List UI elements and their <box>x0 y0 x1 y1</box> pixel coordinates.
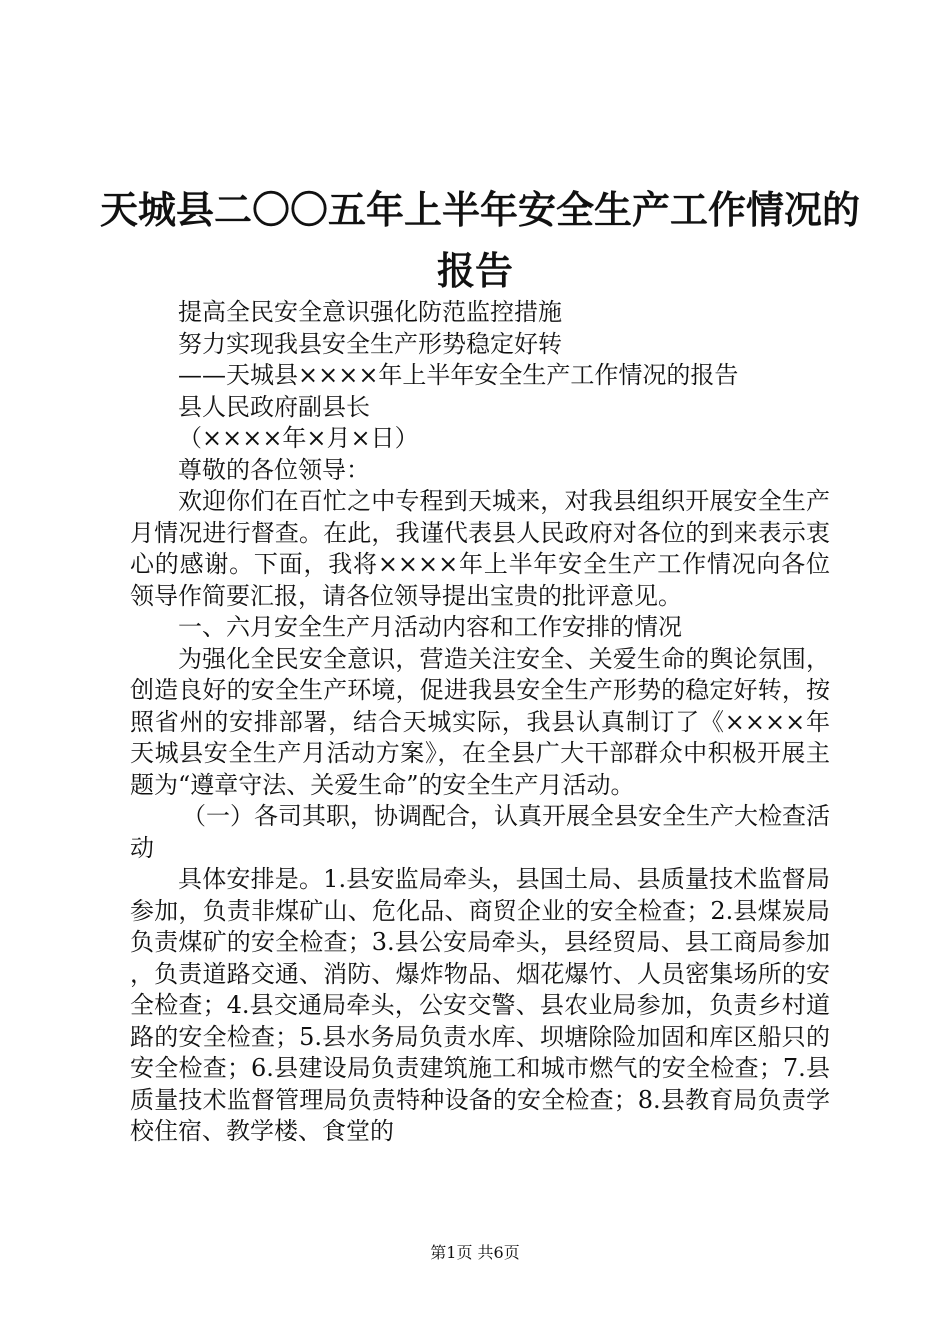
paragraph-arrangement: 具体安排是。1.县安监局牵头，县国土局、县质量技术监督局参加，负责非煤矿山、危化品、商贸企业的安全检查；2.县煤炭局负责煤矿的安全检查；3.县公安局牵头，县经贸局、县工商局参加，负责道路交通、消防、爆炸物品、烟花爆竹、人员密集场所的安全检查；4.县交通局牵头，公安交警、县农业局参加，负责乡村道路的安全检查；5.县水务局负责水库、坝塘除险加固和库区船只的安全检查；6.县建设局负责建筑施工和城市燃气的安全检查；7.县质量技术监督管理局负责特种设备的安全检查；8.县教育局负责学校住宿、教学楼、食堂的 <box>130 865 830 1145</box>
salutation: 尊敬的各位领导： <box>178 455 370 484</box>
paragraph-section-1: 为强化全民安全意识，营造关注安全、关爱生命的舆论氛围，创造良好的安全生产环境，促进我县安全生产形势的稳定好转，按照省州的安排部署，结合天城实际，我县认真制订了《××××年天城县安全生产月活动方案》，在全县广大干部群众中积极开展主题为“遵章守法、关爱生命”的安全生产月活动。 <box>130 644 830 799</box>
document-title-line-2: 报告 <box>436 248 513 293</box>
report-subtitle: ——天城县××××年上半年安全生产工作情况的报告 <box>178 361 739 389</box>
report-date: （××××年×月×日） <box>178 424 419 452</box>
slogan-line-1: 提高全民安全意识强化防范监控措施 <box>178 298 562 326</box>
slogan-line-2: 努力实现我县安全生产形势稳定好转 <box>178 329 562 358</box>
page-footer: 第1页 共6页 <box>430 1243 520 1262</box>
document-title-line-1: 天城县二〇〇五年上半年安全生产工作情况的 <box>100 187 861 232</box>
subsection-1-heading: （一）各司其职，协调配合，认真开展全县安全生产大检查活动 <box>130 802 830 862</box>
paragraph-welcome: 欢迎你们在百忙之中专程到天城来，对我县组织开展安全生产月情况进行督查。在此，我谨代表县人民政府对各位的到来表示衷心的感谢。下面，我将××××年上半年安全生产工作情况向各位领导作简要汇报，请各位领导提出宝贵的批评意见。 <box>130 487 830 610</box>
section-1-heading: 一、六月安全生产月活动内容和工作安排的情况 <box>178 613 682 641</box>
speaker-title: 县人民政府副县长 <box>178 392 370 421</box>
document-body <box>130 297 830 1148</box>
